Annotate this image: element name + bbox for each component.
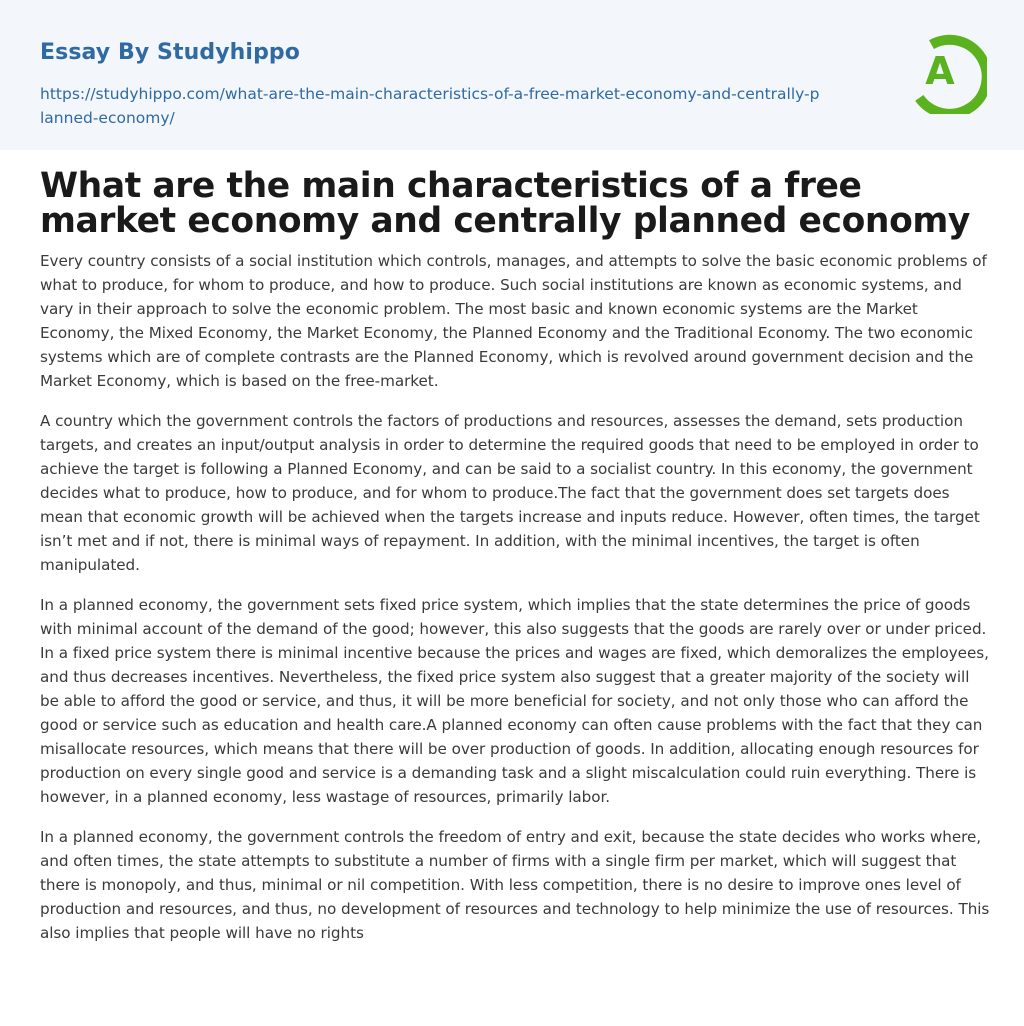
essay-body	[40, 249, 990, 961]
site-header	[0, 0, 1024, 150]
essay-title: What are the main characteristics of a free market economy and centrally planned economy	[40, 166, 971, 241]
essay-paragraph: A country which the government controls the factors of productions and resources, assesses the demand, sets production targets, and creates an input/output analysis in order to determine the required goods that need to be employed in order to achieve the target is following a Planned Economy, and can be said to a socialist country. In this economy, the government decides what to produce, how to produce, and for whom to produce.The fact that the government does set targets does mean that economic growth will be achieved when the targets increase and inputs reduce. However, often times, the target isn’t met and if not, there is minimal ways of repayment. In addition, with the minimal incentives, the target is often manipulated.	[40, 412, 980, 574]
brand-title[interactable]: Essay By Studyhippo	[40, 40, 300, 65]
essay-paragraph: In a planned economy, the government controls the freedom of entry and exit, because the state decides who works where, and often times, the state attempts to substitute a number of firms with a single firm per market, which will suggest that there is monopoly, and thus, minimal or nil competition. With less competition, there is no desire to improve ones level of production and resources, and thus, no development of resources and technology to help minimize the use of resources. This also implies that people will have no rights	[40, 828, 990, 942]
essay-paragraph: Every country consists of a social institution which controls, manages, and attempts to solve the basic economic problems of what to produce, for whom to produce, and how to produce. Such social institutions are known as economic systems, and vary in their approach to solve the economic problem. The most basic and known economic systems are the Market Economy, the Mixed Economy, the Market Economy, the Planned Economy and the Traditional Economy. The two economic systems which are of complete contrasts are the Planned Economy, which is revolved around government decision and the Market Economy, which is based on the free-market.	[40, 252, 987, 390]
logo-icon	[907, 30, 987, 114]
source-url-link[interactable]: https://studyhippo.com/what-are-the-main-characteristics-of-a-free-market-economy-and-centrally-planned-economy/	[40, 85, 820, 127]
studyhippo-logo[interactable]	[907, 30, 987, 114]
logo-letter: A	[925, 49, 955, 93]
essay-paragraph: In a planned economy, the government sets fixed price system, which implies that the state determines the price of goods with minimal account of the demand of the good; however, this also suggests that the goods are rarely over or under priced. In a fixed price system there is minimal incentive because the prices and wages are fixed, which demoralizes the employees, and thus decreases incentives. Nevertheless, the fixed price system also suggest that a greater majority of the society will be able to afford the good or service, and thus, it will be more beneficial for society, and not only those who can afford the good or service such as education and health care.A planned economy can often cause problems with the fact that they can misallocate resources, which means that there will be over production of goods. In addition, allocating enough resources for production on every single good and service is a demanding task and a slight miscalculation could ruin everything. There is however, in a planned economy, less wastage of resources, primarily labor.	[40, 596, 989, 806]
